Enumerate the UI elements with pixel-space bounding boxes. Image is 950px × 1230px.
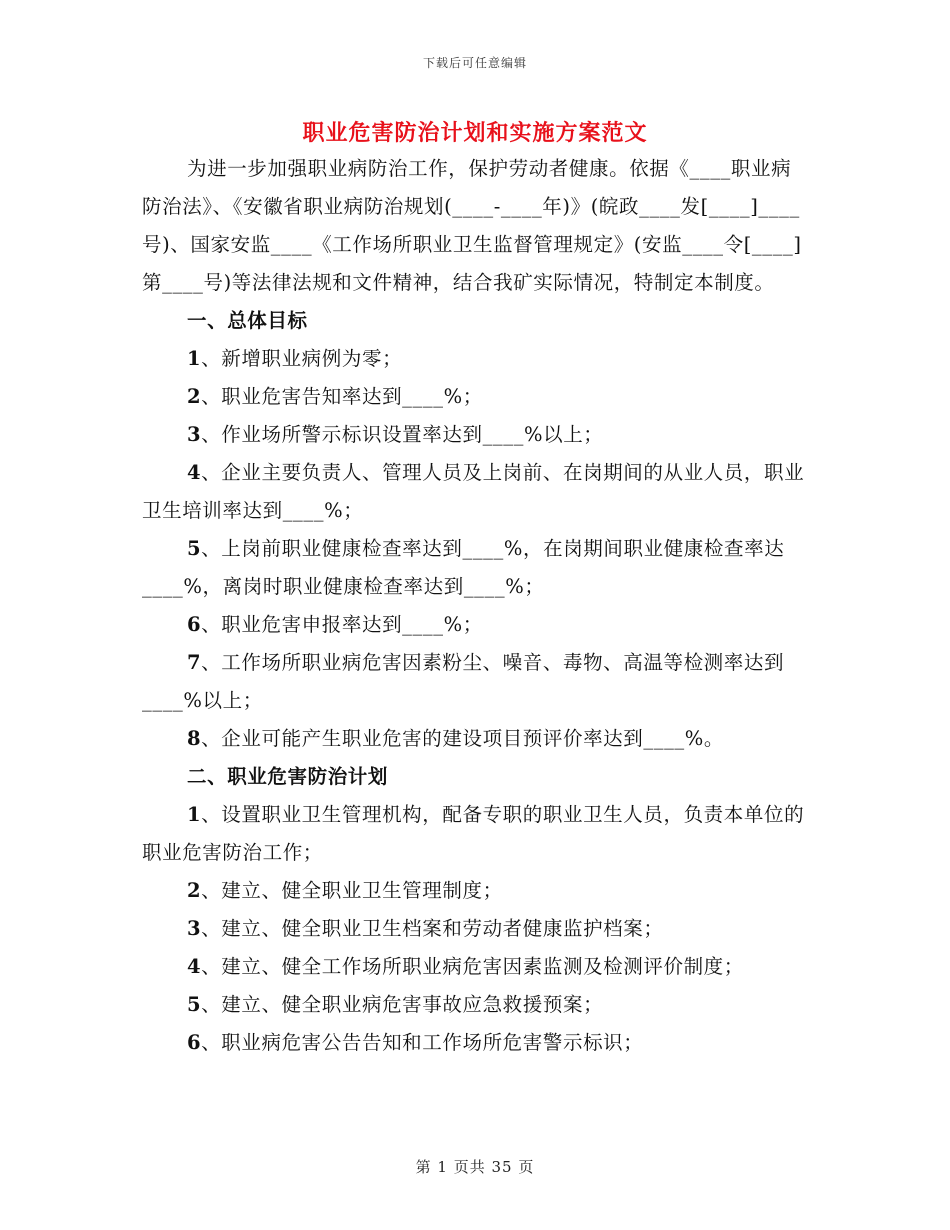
intro-paragraph: 为进一步加强职业病防治工作，保护劳动者健康。依据《____职业病防治法》、《安徽省职业病防治规划(____-____年)》(皖政____发[____]____号)、国家安监____《工作场所职业卫生监督管理规定》(安监____令[____]第____号)等法律法规和文件精神，结合我矿实际情况，特制定本制度。 xyxy=(142,157,802,294)
item-number: 3 xyxy=(187,423,202,446)
list-item xyxy=(142,986,806,1024)
item-text: 、建立、健全工作场所职业病危害因素监测及检测评价制度； xyxy=(201,955,744,978)
list-item xyxy=(142,606,806,644)
page-footer: 第 1 页共 35 页 xyxy=(415,1158,535,1176)
list-item xyxy=(142,720,806,758)
item-text: 、建立、健全职业病危害事故应急救援预案； xyxy=(201,993,604,1016)
item-text: 、职业病危害公告告知和工作场所危害警示标识； xyxy=(201,1031,644,1054)
item-text: 、上岗前职业健康检查率达到____%，在岗期间职业健康检查率达____%，离岗时职业健康检查率达到____%； xyxy=(142,537,785,598)
item-text: 、企业主要负责人、管理人员及上岗前、在岗期间的从业人员，职业卫生培训率达到____%； xyxy=(142,461,805,522)
list-item xyxy=(142,416,806,454)
list-item xyxy=(142,1024,806,1062)
item-number: 3 xyxy=(187,917,202,940)
item-number: 2 xyxy=(187,385,202,408)
item-text: 、新增职业病例为零； xyxy=(201,347,403,370)
item-text: 、建立、健全职业卫生管理制度； xyxy=(201,879,503,902)
item-number: 5 xyxy=(187,993,202,1016)
section-heading-plan: 二、职业危害防治计划 xyxy=(187,765,389,788)
list-item xyxy=(142,454,806,530)
header-note: 下载后可任意编辑 xyxy=(422,56,527,70)
list-item xyxy=(142,340,806,378)
item-number: 4 xyxy=(187,461,202,484)
list-item xyxy=(142,644,806,720)
item-text: 、工作场所职业病危害因素粉尘、噪音、毒物、高温等检测率达到____%以上； xyxy=(142,651,785,712)
list-item xyxy=(142,796,806,872)
plan-list xyxy=(142,796,806,1062)
item-text: 、职业危害告知率达到____%； xyxy=(201,385,483,408)
item-text: 、职业危害申报率达到____%； xyxy=(201,613,483,636)
goals-list xyxy=(142,340,806,758)
item-number: 5 xyxy=(187,537,202,560)
list-item xyxy=(142,948,806,986)
document-body xyxy=(142,150,806,1062)
item-text: 、建立、健全职业卫生档案和劳动者健康监护档案； xyxy=(201,917,664,940)
item-number: 2 xyxy=(187,879,202,902)
item-text: 、企业可能产生职业危害的建设项目预评价率达到____%。 xyxy=(201,727,725,750)
item-number: 8 xyxy=(187,727,202,750)
list-item xyxy=(142,378,806,416)
item-text: 、作业场所警示标识设置率达到____%以上； xyxy=(201,423,604,446)
list-item xyxy=(142,910,806,948)
item-number: 1 xyxy=(187,347,202,370)
item-number: 4 xyxy=(187,955,202,978)
list-item xyxy=(142,872,806,910)
item-text: 、设置职业卫生管理机构，配备专职的职业卫生人员，负责本单位的职业危害防治工作； xyxy=(142,803,805,864)
item-number: 7 xyxy=(187,651,202,674)
item-number: 6 xyxy=(187,613,202,636)
document-title: 职业危害防治计划和实施方案范文 xyxy=(302,120,648,146)
list-item xyxy=(142,530,806,606)
item-number: 6 xyxy=(187,1031,202,1054)
item-number: 1 xyxy=(187,803,202,826)
section-heading-goals: 一、总体目标 xyxy=(187,309,308,332)
